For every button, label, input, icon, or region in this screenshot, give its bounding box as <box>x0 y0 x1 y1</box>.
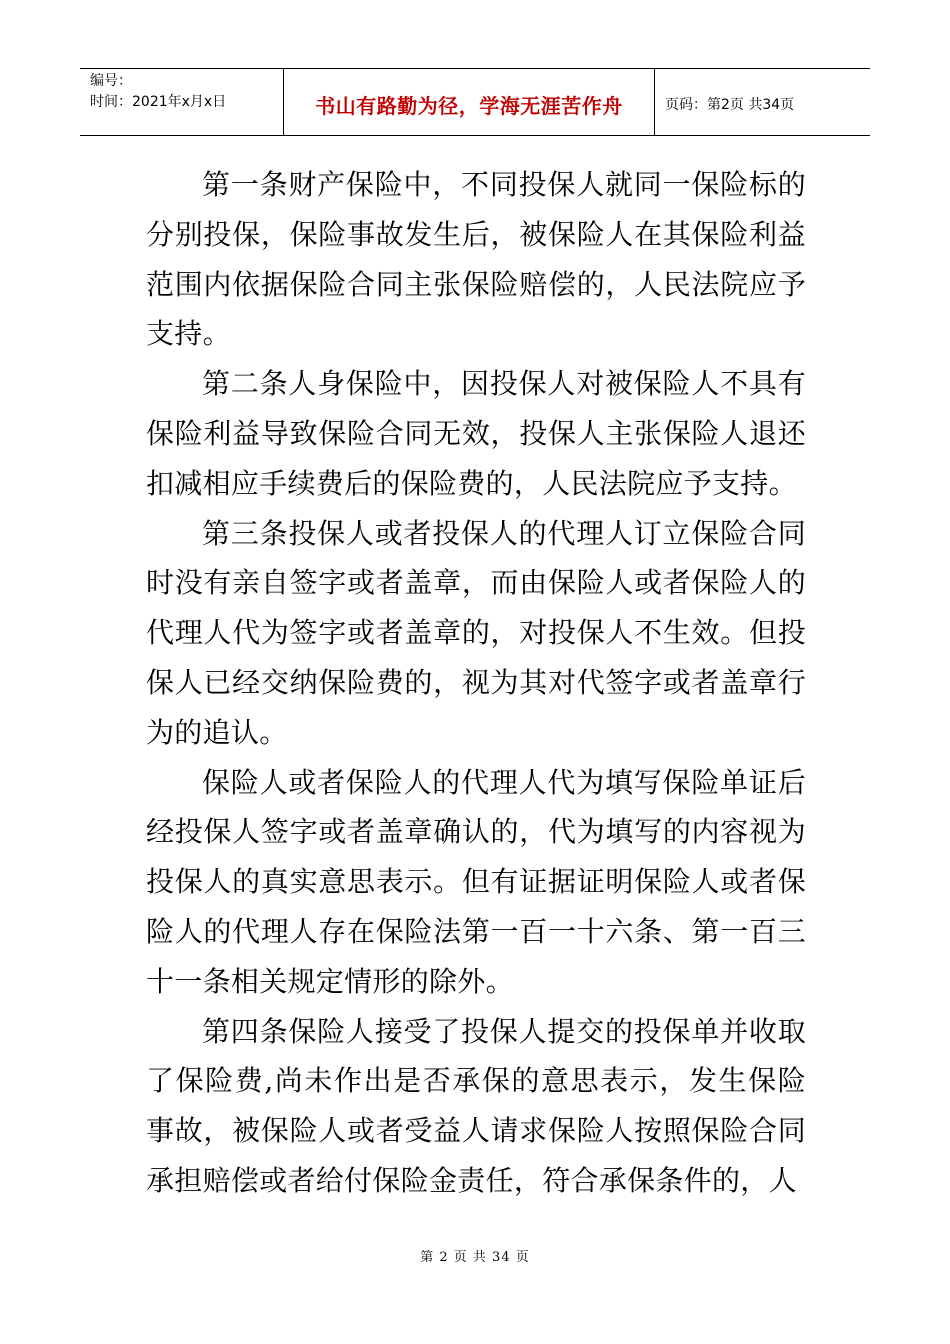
motto-text: 书山有路勤为径，学海无涯苦作舟 <box>315 93 623 118</box>
paragraph-article-2: 第二条人身保险中，因投保人对被保险人不具有保险利益导致保险合同无效，投保人主张保险人退还扣减相应手续费后的保险费的，人民法院应予支持。 <box>146 367 806 500</box>
paragraph-article-4: 第四条保险人接受了投保人提交的投保单并收取了保险费,尚未作出是否承保的意思表示，发生保险事故，被保险人或者受益人请求保险人按照保险合同承担赔偿或者给付保险金责任，符合承保条件的，人 <box>146 1014 806 1197</box>
header-meta-cell <box>80 69 283 135</box>
document-header <box>80 68 870 136</box>
time-label: 时间：2021年x月x日 <box>90 94 227 110</box>
page-info: 页码：第2页 共34页 <box>665 97 795 113</box>
header-motto-cell <box>283 69 655 135</box>
document-body <box>146 160 806 1206</box>
number-label: 编号： <box>90 73 132 89</box>
paragraph-article-3: 第三条投保人或者投保人的代理人订立保险合同时没有亲自签字或者盖章，而由保险人或者保险人的代理人代为签字或者盖章的，对投保人不生效。但投保人已经交纳保险费的，视为其对代签字或者盖章行为的追认。 <box>146 516 806 749</box>
paragraph-article-3-clause-2: 保险人或者保险人的代理人代为填写保险单证后经投保人签字或者盖章确认的，代为填写的内容视为投保人的真实意思表示。但有证据证明保险人或者保险人的代理人存在保险法第一百一十六条、第一百三十一条相关规定情形的除外。 <box>146 765 806 998</box>
header-page-cell <box>655 69 870 135</box>
footer-page-number: 第 2 页 共 34 页 <box>420 1250 530 1265</box>
paragraph-article-1: 第一条财产保险中，不同投保人就同一保险标的分别投保，保险事故发生后，被保险人在其保险利益范围内依据保险合同主张保险赔偿的，人民法院应予支持。 <box>146 168 806 351</box>
page-footer <box>0 1246 950 1265</box>
